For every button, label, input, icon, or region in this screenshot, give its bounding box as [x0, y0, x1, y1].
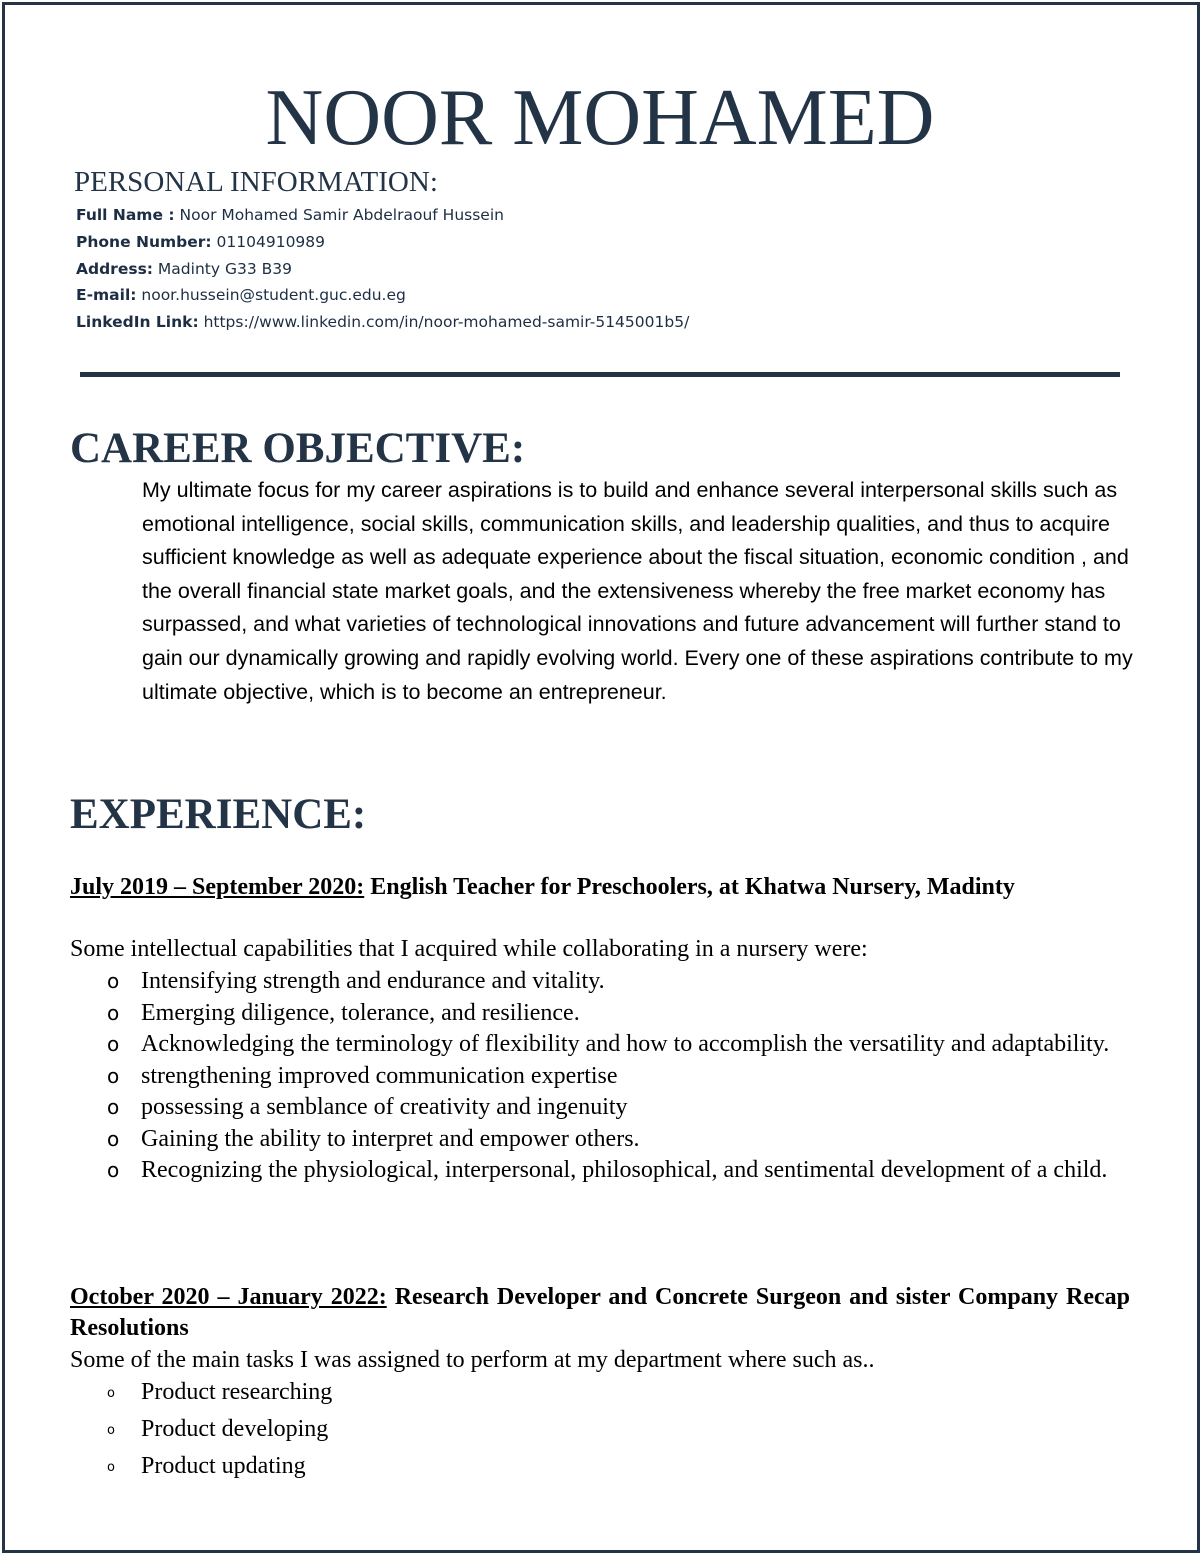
linkedin-row	[76, 309, 689, 336]
list-item: o Gaining the ability to interpret and empower others.	[70, 1124, 1130, 1156]
job-2-bullet-list	[70, 1374, 1130, 1485]
job-2-header	[70, 1282, 1130, 1344]
address-row	[76, 256, 689, 283]
list-item: o strengthening improved communication expertise	[70, 1061, 1130, 1093]
job-2-intro: Some of the main tasks I was assigned to perform at my department where such as..	[70, 1347, 875, 1373]
list-item: o Product developing	[70, 1411, 1130, 1448]
bullet-icon: o	[107, 1000, 120, 1025]
bullet-icon: o	[107, 1063, 120, 1088]
linkedin-label: LinkedIn Link:	[76, 313, 199, 332]
list-item: o Emerging diligence, tolerance, and resilience.	[70, 998, 1130, 1030]
personal-info-heading: PERSONAL INFORMATION:	[74, 166, 438, 198]
job-1-intro: Some intellectual capabilities that I acquired while collaborating in a nursery were:	[70, 936, 868, 962]
list-item: o Acknowledging the terminology of flexibility and how to accomplish the versatility and adaptability.	[70, 1029, 1130, 1061]
job-2-title: Research Developer and Concrete Surgeon and sister Company Recap Resolutions	[70, 1284, 1130, 1341]
full-name-row	[76, 202, 689, 229]
personal-info-list	[76, 202, 689, 336]
linkedin-value: https://www.linkedin.com/in/noor-mohamed-samir-5145001b5/	[198, 313, 690, 332]
list-item: o Product updating	[70, 1448, 1130, 1485]
section-divider	[80, 372, 1120, 377]
career-objective-heading: CAREER OBJECTIVE:	[70, 425, 526, 472]
list-item: o possessing a semblance of creativity and ingenuity	[70, 1092, 1130, 1124]
phone-row	[76, 229, 689, 256]
email-value: noor.hussein@student.guc.edu.eg	[136, 286, 406, 305]
bullet-icon: o	[107, 1423, 115, 1438]
job-1-header	[70, 872, 1130, 903]
list-item: o Intensifying strength and endurance and vitality.	[70, 966, 1130, 998]
bullet-icon: o	[107, 1095, 120, 1119]
full-name-value: Noor Mohamed Samir Abdelraouf Hussein	[174, 206, 504, 224]
job-1-date: July 2019 – September 2020:	[70, 874, 365, 900]
career-objective-text: My ultimate focus for my career aspirations is to build and enhance several interpersonal skills such as emotional intelligence, social skills, communication skills, and leadership qualities, and thus to acquire sufficient knowledge as well as adequate experience about the fiscal situation, economic condition , and the overall financial state market goals, and the extensiveness whereby the free market economy has surpassed, and what varieties of technological innovations and future advancement will further stand to gain our dynamically growing and rapidly evolving world. Every one of these aspirations contribute to my ultimate objective, which is to become an entrepreneur.	[142, 478, 1133, 704]
phone-value: 01104910989	[211, 232, 326, 251]
bullet-icon: o	[107, 1032, 120, 1056]
bullet-icon: o	[107, 1460, 115, 1475]
list-item: o Product researching	[70, 1374, 1130, 1411]
phone-label: Phone Number:	[76, 232, 212, 251]
bullet-icon: o	[107, 1386, 115, 1401]
job-1-bullet-list	[70, 966, 1130, 1187]
job-1-title: English Teacher for Preschoolers, at Khatwa Nursery, Madinty	[364, 874, 1015, 900]
resume-name: NOOR MOHAMED	[265, 74, 935, 162]
address-value: Madinty G33 B39	[153, 259, 292, 278]
address-label: Address:	[76, 259, 153, 278]
list-item: o Recognizing the physiological, interpersonal, philosophical, and sentimental development of a child.	[70, 1155, 1130, 1187]
bullet-icon: o	[107, 969, 120, 993]
bullet-icon: o	[107, 1158, 120, 1182]
full-name-label: Full Name :	[76, 206, 175, 224]
bullet-icon: o	[107, 1126, 120, 1151]
email-row	[76, 282, 689, 309]
job-2-date: October 2020 – January 2022:	[70, 1284, 387, 1310]
experience-heading: EXPERIENCE:	[70, 791, 367, 838]
email-label: E-mail:	[76, 286, 137, 305]
